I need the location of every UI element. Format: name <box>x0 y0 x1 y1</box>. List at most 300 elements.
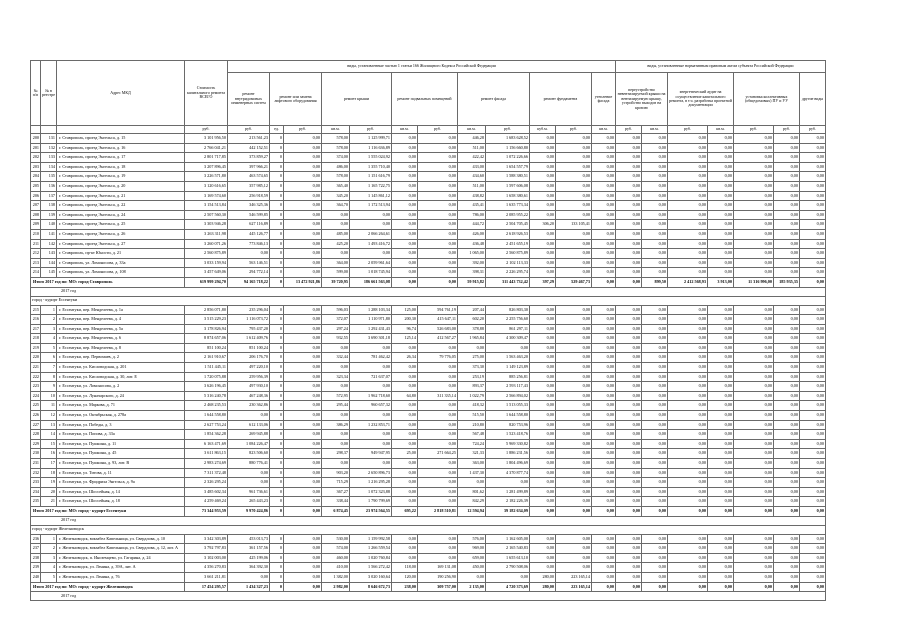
row-value: 0,00 <box>707 468 733 478</box>
row-value: 596,03 <box>321 305 349 315</box>
row-value: 0,00 <box>667 553 707 563</box>
total-value: 4 720 373,69 <box>485 582 529 592</box>
row-value: 0,00 <box>591 229 615 239</box>
row-value: 0,00 <box>591 143 615 153</box>
row-value: 0,00 <box>641 534 667 544</box>
row-value: 0,00 <box>555 468 591 478</box>
row-value: 0,00 <box>555 353 591 363</box>
row-value: 0,00 <box>799 268 825 278</box>
row-value: 0,00 <box>799 153 825 163</box>
row-value: 3 303 946,28 <box>184 220 227 230</box>
row-value: 295,44 <box>321 401 349 411</box>
row-address: г. Ессентуки, ул. Пушкина, д. 93, лит. В <box>56 459 184 469</box>
total-value: 311 443 732,42 <box>485 277 529 287</box>
row-address: г. Ессентуки, ул. Пушкина, д. 11 <box>56 439 184 449</box>
row-value: 0,00 <box>707 411 733 421</box>
row-value: 0,00 <box>733 534 773 544</box>
row-value: 0,00 <box>349 382 391 392</box>
row-value: 1 720 075,88 <box>184 372 227 382</box>
total-value: 94 165 718,22 <box>227 277 269 287</box>
row-value: 0,00 <box>283 305 321 315</box>
row-value: 0,00 <box>707 382 733 392</box>
row-value: 0,00 <box>529 268 555 278</box>
row-value: 0 <box>269 391 283 401</box>
row-registry: 13 <box>41 420 57 430</box>
row-value: 932,55 <box>321 334 349 344</box>
row-value: 0,00 <box>641 382 667 392</box>
row-value: 0,00 <box>733 420 773 430</box>
total-value: 223 165,14 <box>555 582 591 592</box>
row-value: 0,00 <box>529 134 555 144</box>
row-value: 0,00 <box>555 153 591 163</box>
row-registry: 141 <box>41 229 57 239</box>
row-value: 0,00 <box>555 553 591 563</box>
total-value: 0,00 <box>391 277 417 287</box>
row-value: 0,00 <box>391 468 417 478</box>
row-value: 0,00 <box>417 162 457 172</box>
row-value: 0,00 <box>667 191 707 201</box>
row-value: 271 664,25 <box>417 449 457 459</box>
row-value: 0,00 <box>667 153 707 163</box>
row-value: 442 152,51 <box>227 143 269 153</box>
row-registry: 14 <box>41 430 57 440</box>
row-value: 0,00 <box>733 459 773 469</box>
row-value: 0,00 <box>773 363 799 373</box>
row-value: 2 102 113,33 <box>485 258 529 268</box>
row-value: 0,00 <box>667 401 707 411</box>
capital-repair-table <box>30 60 826 601</box>
total-value: 309 757,00 <box>417 582 457 592</box>
row-value: 0,00 <box>641 315 667 325</box>
row-value: 0,00 <box>529 449 555 459</box>
row-value: 0,00 <box>641 153 667 163</box>
row-value: 398,31 <box>457 268 485 278</box>
row-value: 0,00 <box>799 411 825 421</box>
row-value: 0,00 <box>799 459 825 469</box>
row-value: 0,00 <box>391 478 417 488</box>
row-value: 0,00 <box>391 534 417 544</box>
row-registry: 2 <box>41 544 57 554</box>
row-value: 0 <box>269 315 283 325</box>
row-value: 2 566 894,02 <box>485 391 529 401</box>
row-value: 0,00 <box>667 468 707 478</box>
sub-header: ремонт фундамента <box>529 73 591 126</box>
row-value: 0,00 <box>615 420 641 430</box>
row-value: 0,00 <box>773 258 799 268</box>
row-value: 0,00 <box>591 382 615 392</box>
row-value: 0,00 <box>555 478 591 488</box>
row-value: 0,00 <box>227 249 269 259</box>
sub-header: ремонт внутридомовых инженерных систем <box>227 73 269 126</box>
row-value: 885 256,81 <box>485 372 529 382</box>
row-index: 212 <box>31 249 41 259</box>
row-value: 0,00 <box>349 210 391 220</box>
row-value: 3 226 571,80 <box>184 172 227 182</box>
row-value: 3 169 574,60 <box>184 191 227 201</box>
total-value: 185 935,35 <box>773 277 799 287</box>
row-registry: 3 <box>41 324 57 334</box>
total-label: Итого 2017 год по: МО: город Ставрополь <box>31 277 185 287</box>
total-value: 0,00 <box>733 582 773 592</box>
row-value: 0,00 <box>391 162 417 172</box>
row-value: 0 <box>269 449 283 459</box>
row-address: г. Ставрополь, ул. Ломоносова, д. 33а <box>56 258 184 268</box>
row-value: 0,00 <box>667 572 707 582</box>
row-value: 0,00 <box>227 572 269 582</box>
row-value: 0,00 <box>667 439 707 449</box>
row-value: 0,00 <box>615 305 641 315</box>
row-value: 0,00 <box>641 229 667 239</box>
row-value: 365,40 <box>321 181 349 191</box>
unit-cell: ед. <box>269 126 283 134</box>
row-value: 0,00 <box>733 478 773 488</box>
row-value: 0,00 <box>667 544 707 554</box>
row-value: 1 159 992,58 <box>349 534 391 544</box>
row-value: 363,00 <box>457 459 485 469</box>
table-row <box>31 534 826 544</box>
row-value: 444,72 <box>457 220 485 230</box>
row-value: 2 801 717,85 <box>184 153 227 163</box>
row-value: 96,74 <box>391 324 417 334</box>
row-value: 0,00 <box>773 172 799 182</box>
row-value: 0,00 <box>733 191 773 201</box>
row-value: 0,00 <box>641 134 667 144</box>
row-value: 0,00 <box>707 268 733 278</box>
row-value: 0 <box>269 430 283 440</box>
row-value: 0 <box>269 143 283 153</box>
row-value: 0,00 <box>773 534 799 544</box>
row-value: 0,00 <box>555 268 591 278</box>
row-value: 0,00 <box>799 220 825 230</box>
row-value: 0,00 <box>773 343 799 353</box>
row-value: 0,00 <box>667 459 707 469</box>
table-row <box>31 544 826 554</box>
row-value: 0,00 <box>283 544 321 554</box>
row-value: 0,00 <box>773 201 799 211</box>
row-address: г. Ставрополь, проезд Энгельса, д. 17 <box>56 153 184 163</box>
row-index: 218 <box>31 334 41 344</box>
row-value: 2 560 875,89 <box>184 249 227 259</box>
row-registry: 1 <box>41 305 57 315</box>
row-value: 0,00 <box>707 353 733 363</box>
row-value: 0,00 <box>555 459 591 469</box>
row-value: 578,00 <box>321 143 349 153</box>
row-value: 453 013,73 <box>227 534 269 544</box>
row-value: 0,00 <box>773 553 799 563</box>
row-value: 0,00 <box>773 324 799 334</box>
row-value: 256 918,59 <box>227 191 269 201</box>
row-value: 0,00 <box>555 334 591 344</box>
row-value: 0,00 <box>555 191 591 201</box>
row-value: 0,00 <box>417 210 457 220</box>
total-value: 238,00 <box>391 582 417 592</box>
row-value: 0 <box>269 372 283 382</box>
row-value: 0,00 <box>733 315 773 325</box>
row-address: г. Ставрополь, проезд Энгельса, д. 18 <box>56 162 184 172</box>
row-value: 0,00 <box>641 430 667 440</box>
row-value: 0,00 <box>529 534 555 544</box>
row-registry: 143 <box>41 249 57 259</box>
row-value: 0 <box>269 439 283 449</box>
row-value: 275,00 <box>457 353 485 363</box>
row-value: 0,00 <box>799 534 825 544</box>
table-row <box>31 172 826 182</box>
row-value: 0,00 <box>555 401 591 411</box>
row-value: 345,20 <box>321 191 349 201</box>
row-value: 364,00 <box>321 258 349 268</box>
row-value: 412 567,27 <box>417 334 457 344</box>
row-value: 0,00 <box>641 553 667 563</box>
row-value: 0,00 <box>417 153 457 163</box>
row-value: 0,00 <box>591 459 615 469</box>
row-value: 0,00 <box>529 239 555 249</box>
row-value: 0,00 <box>733 153 773 163</box>
row-value: 311 335,14 <box>417 391 457 401</box>
row-address: г. Ставрополь, проезд Энгельса, д. 16 <box>56 143 184 153</box>
row-value: 0 <box>269 153 283 163</box>
row-value: 0,00 <box>555 172 591 182</box>
row-value: 0,00 <box>555 315 591 325</box>
row-value: 0,00 <box>667 372 707 382</box>
row-value: 306,20 <box>529 220 555 230</box>
row-value: 0,00 <box>707 249 733 259</box>
row-registry: 7 <box>41 363 57 373</box>
row-value: 0 <box>269 468 283 478</box>
row-value: 724,24 <box>457 439 485 449</box>
row-value: 0,00 <box>773 391 799 401</box>
row-value: 0,00 <box>667 172 707 182</box>
row-address: г. Ессентуки, ул. Шоссейная, д. 18 <box>56 497 184 507</box>
row-index: 224 <box>31 391 41 401</box>
unit-cell: кв.м. <box>707 126 733 134</box>
row-address: г. Ессентуки, ул. Кисловодская, д. 30, лит. Е <box>56 372 184 382</box>
row-value: 4 300 309,47 <box>485 334 529 344</box>
row-value: 3 792 797,83 <box>184 544 227 554</box>
row-address: г. Железноводск, вокзабел Капельница, ул. Свердлова, д. 10 <box>56 534 184 544</box>
row-value: 0,00 <box>799 229 825 239</box>
row-value: 0,00 <box>733 220 773 230</box>
row-value: 120,00 <box>391 572 417 582</box>
row-value: 0,00 <box>555 430 591 440</box>
table-row <box>31 497 826 507</box>
row-value: 0,00 <box>615 363 641 373</box>
row-value: 0,00 <box>529 353 555 363</box>
row-value: 627 116,89 <box>227 220 269 230</box>
row-value: 511,00 <box>457 181 485 191</box>
row-value: 0,00 <box>641 162 667 172</box>
row-value: 0,00 <box>667 334 707 344</box>
row-value: 422,42 <box>457 153 485 163</box>
row-value: 425,20 <box>321 239 349 249</box>
row-value: 0,00 <box>733 268 773 278</box>
row-value: 0,00 <box>799 449 825 459</box>
row-value: 0,00 <box>555 439 591 449</box>
table-row <box>31 487 826 497</box>
row-value: 0,00 <box>555 563 591 573</box>
row-value: 0,00 <box>641 449 667 459</box>
unit-cell: руб. <box>349 126 391 134</box>
row-value: 2 856 071,80 <box>184 305 227 315</box>
row-value: 0 <box>269 497 283 507</box>
row-value: 0,00 <box>283 449 321 459</box>
row-address: г. Ессентуки, пер. Менделеева, д. 4 <box>56 315 184 325</box>
row-value: 786,00 <box>457 210 485 220</box>
row-value: 0 <box>269 411 283 421</box>
row-value: 0,00 <box>799 563 825 573</box>
row-value: 0,00 <box>733 468 773 478</box>
row-value: 0,00 <box>615 544 641 554</box>
row-value: 2 165 540,83 <box>485 544 529 554</box>
row-value: 0,00 <box>799 239 825 249</box>
total-value: 8 646 672,73 <box>349 582 391 592</box>
unit-cell: кв.м. <box>321 126 349 134</box>
row-value: 0,00 <box>283 459 321 469</box>
row-value: 0,00 <box>349 363 391 373</box>
row-value: 0,00 <box>283 201 321 211</box>
row-value: 572,95 <box>321 391 349 401</box>
row-value: 0,00 <box>667 343 707 353</box>
row-index: 230 <box>31 449 41 459</box>
row-value: 0,00 <box>773 249 799 259</box>
table-row <box>31 191 826 201</box>
row-value: 0,00 <box>773 334 799 344</box>
row-value: 1 493 416,72 <box>349 239 391 249</box>
row-value: 0,00 <box>641 468 667 478</box>
row-value: 436,48 <box>457 239 485 249</box>
row-address: г. Ставрополь, проезд Энгельса, д. 25 <box>56 220 184 230</box>
row-value: 1 110 971,80 <box>349 315 391 325</box>
row-value: 0,00 <box>667 268 707 278</box>
row-value: 415 647,11 <box>417 315 457 325</box>
row-value: 0,00 <box>641 391 667 401</box>
row-registry: 1 <box>41 534 57 544</box>
row-index: 206 <box>31 191 41 201</box>
row-value: 265 443,23 <box>227 497 269 507</box>
row-value: 0,00 <box>555 324 591 334</box>
row-value: 0,00 <box>283 143 321 153</box>
row-registry: 2 <box>41 315 57 325</box>
total-value: 2 982,00 <box>321 582 349 592</box>
row-value: 0,00 <box>391 372 417 382</box>
sub-header: установка коллективных (общедомовых) ПУ и УУ <box>733 73 799 126</box>
row-index: 238 <box>31 553 41 563</box>
row-value: 0,00 <box>641 249 667 259</box>
row-value: 949 947,95 <box>349 449 391 459</box>
row-value: 0,00 <box>799 478 825 488</box>
row-value: 0,00 <box>283 191 321 201</box>
total-value: 529 467,73 <box>555 277 591 287</box>
row-value: 338,44 <box>321 497 349 507</box>
row-index: 231 <box>31 459 41 469</box>
row-value: 0,00 <box>707 553 733 563</box>
row-value: 0,00 <box>773 439 799 449</box>
table-row <box>31 449 826 459</box>
row-value: 0,00 <box>391 382 417 392</box>
row-value: 0,00 <box>529 411 555 421</box>
row-address: г. Ессентуки, пер. Первомаев, д. 2 <box>56 353 184 363</box>
row-value: 0,00 <box>457 478 485 488</box>
table-row <box>31 258 826 268</box>
row-address: г. Ессентуки, ул. Ломоносова, д. 2 <box>56 382 184 392</box>
total-value: 1 434 327,23 <box>227 582 269 592</box>
total-value: 39 720,95 <box>321 277 349 287</box>
row-value: 2 766 041,21 <box>184 143 227 153</box>
row-value: 0,00 <box>733 563 773 573</box>
row-value: 0,00 <box>417 172 457 182</box>
row-value: 0,00 <box>591 210 615 220</box>
row-value: 0,00 <box>667 249 707 259</box>
row-index: 216 <box>31 315 41 325</box>
row-value: 0,00 <box>733 258 773 268</box>
row-value: 0,00 <box>773 162 799 172</box>
row-value: 0,00 <box>591 401 615 411</box>
row-value: 0,00 <box>799 391 825 401</box>
row-value: 0,00 <box>391 497 417 507</box>
row-value: 0,00 <box>391 191 417 201</box>
row-registry: 20 <box>41 487 57 497</box>
row-value: 0,00 <box>667 534 707 544</box>
row-value: 0,00 <box>733 162 773 172</box>
row-value: 1 151 616,79 <box>349 172 391 182</box>
row-value: 0,00 <box>615 153 641 163</box>
row-value: 485,00 <box>321 229 349 239</box>
row-value: 280,00 <box>529 572 555 582</box>
total-value: 0,00 <box>283 582 321 592</box>
row-value: 0,00 <box>283 268 321 278</box>
row-value: 0,00 <box>485 572 529 582</box>
row-value: 0,00 <box>555 382 591 392</box>
row-value: 1 355 710,40 <box>349 162 391 172</box>
row-value: 0,00 <box>615 181 641 191</box>
row-value: 0,00 <box>799 324 825 334</box>
row-value: 0,00 <box>591 153 615 163</box>
row-value: 1 065,00 <box>457 249 485 259</box>
table-row <box>31 382 826 392</box>
total-value: 0,00 <box>529 506 555 516</box>
row-value: 0,00 <box>417 372 457 382</box>
row-value: 0 <box>269 249 283 259</box>
row-value: 0,00 <box>707 153 733 163</box>
row-value: 374,00 <box>321 153 349 163</box>
row-value: 0,00 <box>615 449 641 459</box>
row-value: 0,00 <box>773 430 799 440</box>
row-value: 0,00 <box>417 478 457 488</box>
row-value: 1 125 999,71 <box>349 134 391 144</box>
total-value: 0,00 <box>591 582 615 592</box>
row-value: 0,00 <box>707 363 733 373</box>
row-value: 433,00 <box>457 162 485 172</box>
row-address: г. Ессентуки, пер. Менделеева, д. 5а <box>56 324 184 334</box>
row-address: г. Ессентуки, ул. Пушкина, д. 45 <box>56 449 184 459</box>
row-value: 0,00 <box>707 478 733 488</box>
row-value: 0 <box>269 401 283 411</box>
row-address: г. Железноводск, ул. Ленина, д. 39А, лит. А <box>56 563 184 573</box>
row-value: 0,00 <box>773 191 799 201</box>
row-value: 0,00 <box>799 363 825 373</box>
row-value: 64,80 <box>391 391 417 401</box>
row-value: 0,00 <box>733 401 773 411</box>
row-index: 202 <box>31 153 41 163</box>
row-value: 578,00 <box>321 172 349 182</box>
row-value: 0,00 <box>555 420 591 430</box>
row-value: 563 146,51 <box>227 258 269 268</box>
row-value: 0,00 <box>799 172 825 182</box>
row-value: 0,00 <box>283 249 321 259</box>
row-value: 200,30 <box>391 315 417 325</box>
row-value: 903,20 <box>321 468 349 478</box>
row-value: 1 281 499,89 <box>485 487 529 497</box>
row-value: 418,32 <box>457 401 485 411</box>
